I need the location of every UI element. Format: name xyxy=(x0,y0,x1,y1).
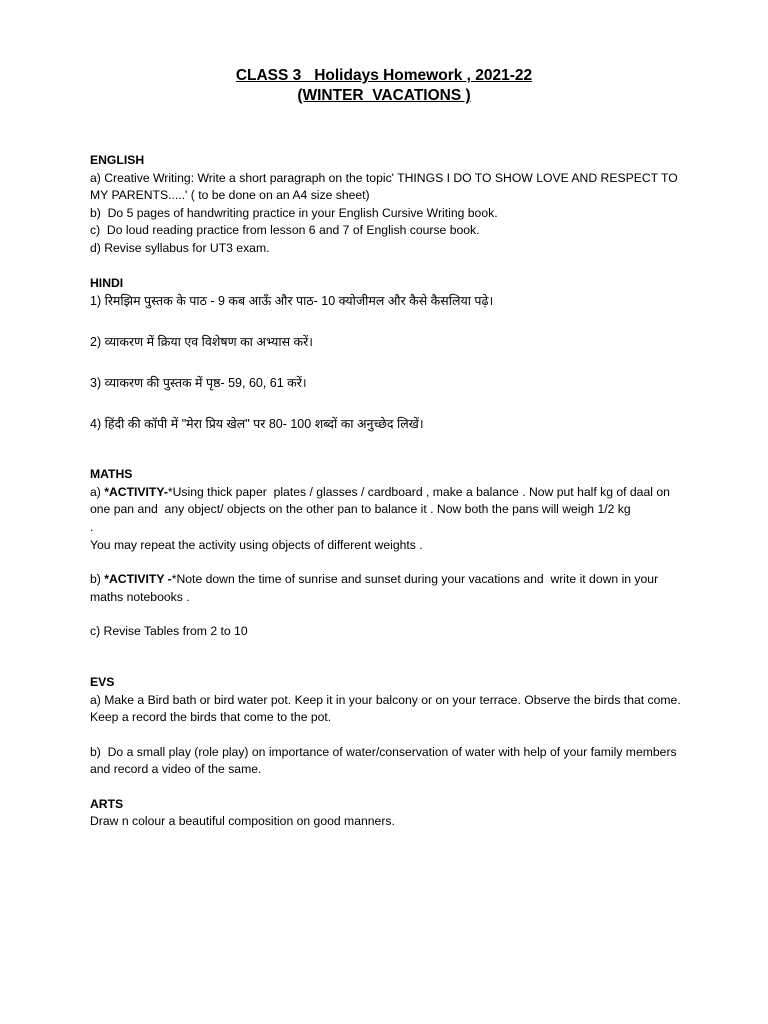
english-item-c: c) Do loud reading practice from lesson 6 and 7 of English course book. xyxy=(90,223,480,238)
english-item-b: b) Do 5 pages of handwriting practice in your English Cursive Writing book. xyxy=(90,205,498,220)
maths-item-a-dot: . xyxy=(90,519,94,534)
hindi-item-3: 3) व्याकरण की पुस्तक में पृष्ठ- 59, 60, 61 करें। xyxy=(90,376,307,391)
maths-item-a xyxy=(90,484,690,519)
maths-a-prefix: a) xyxy=(90,484,105,499)
english-heading: ENGLISH xyxy=(90,153,145,167)
arts-heading: ARTS xyxy=(90,796,124,811)
maths-heading: MATHS xyxy=(90,467,133,482)
evs-item-a: a) Make a Bird bath or bird water pot. Keep it in your balcony or on your terrace. Observe the birds that come. Keep a record the birds that come to the pot. xyxy=(90,692,685,725)
title-line-2: (WINTER VACATIONS ) xyxy=(297,87,471,104)
arts-text: Draw n colour a beautiful composition on good manners. xyxy=(90,814,395,829)
maths-item-a-repeat: You may repeat the activity using objects of different weights . xyxy=(90,537,423,552)
maths-b-prefix: b) xyxy=(90,572,105,587)
maths-item-c: c) Revise Tables from 2 to 10 xyxy=(90,624,248,639)
hindi-item-4: 4) हिंदी की कॉपी में "मेरा प्रिय खेल" पर 80- 100 शब्दों का अनुच्छेद लिखें। xyxy=(90,417,424,432)
hindi-heading: HINDI xyxy=(90,275,124,290)
english-item-d: d) Revise syllabus for UT3 exam. xyxy=(90,240,270,255)
evs-item-b: b) Do a small play (role play) on importance of water/conservation of water with help of your family members and record a video of the same. xyxy=(90,744,680,777)
maths-a-text: *Using thick paper plates / glasses / cardboard , make a balance . Now put half kg of daal on one pan and any object/ objects on the other pan to balance it . Now both the pans will weigh 1/2 kg xyxy=(90,484,674,517)
title-block xyxy=(0,66,768,106)
maths-item-b xyxy=(90,571,690,606)
hindi-item-1: 1) रिमझिम पुस्तक के पाठ - 9 कब आऊँ और पाठ- 10 क्योजीमल और कैसे कैसलिया पढ़े। xyxy=(90,294,494,309)
title-line-1: CLASS 3 Holidays Homework , 2021-22 xyxy=(235,67,533,84)
maths-a-activity-label: *ACTIVITY- xyxy=(104,484,168,499)
maths-b-activity-label: *ACTIVITY - xyxy=(104,572,172,587)
hindi-item-2: 2) व्याकरण में क्रिया एव विशेषण का अभ्यास करें। xyxy=(90,335,313,350)
english-item-a: a) Creative Writing: Write a short paragraph on the topic' THINGS I DO TO SHOW LOVE AND RESPECT TO MY PARENTS.....' ( to be done on an A4 size sheet) xyxy=(90,170,682,203)
maths-b-text: *Note down the time of sunrise and sunset during your vacations and write it down in your maths notebooks . xyxy=(90,572,662,604)
evs-heading: EVS xyxy=(90,674,115,689)
homework-content xyxy=(90,152,690,831)
